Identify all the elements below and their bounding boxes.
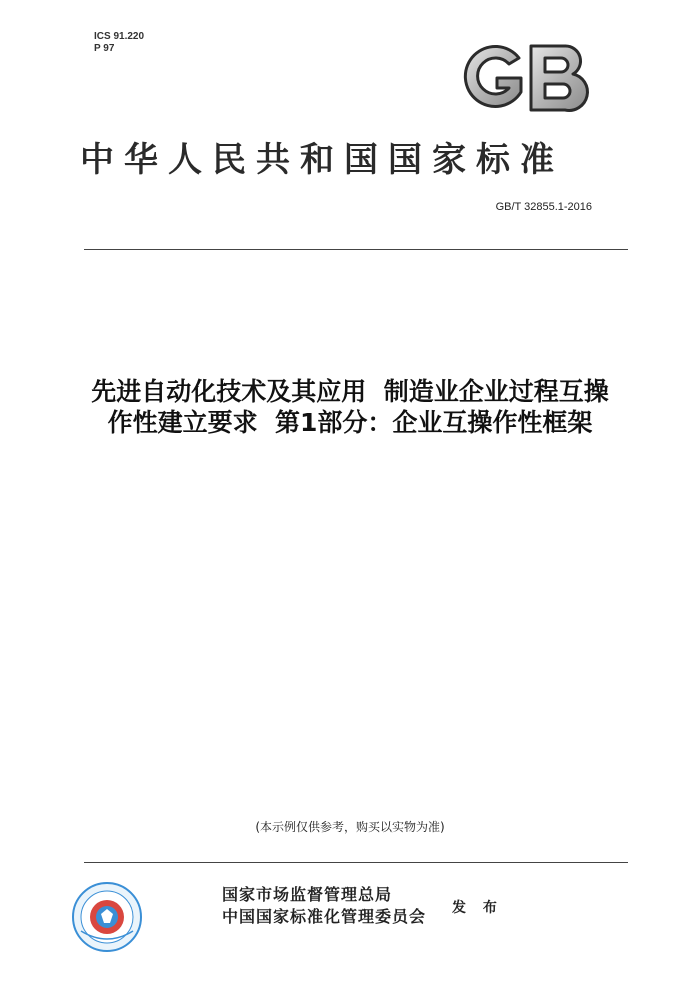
document-title xyxy=(20,376,680,438)
standard-number: GB/T 32855.1-2016 xyxy=(495,201,592,213)
document-title-line-2: 作性建立要求 第1部分：企业互操作性框架 xyxy=(107,408,593,437)
classification-codes xyxy=(94,31,144,55)
gb-logo-icon xyxy=(461,40,591,116)
ics-code: ICS 91.220 xyxy=(94,31,145,42)
footer-divider xyxy=(84,862,628,863)
standard-title: 中华人民共和国国家标准 xyxy=(80,140,564,180)
issuing-authorities xyxy=(222,884,426,928)
ccs-code: P 97 xyxy=(94,43,115,54)
issuer-sac: 中国国家标准化管理委员会 xyxy=(222,907,427,926)
certification-seal-icon xyxy=(71,881,143,953)
publish-label: 发 布 xyxy=(452,900,503,916)
sample-note: (本示例仅供参考，购买以实物为准) xyxy=(255,820,445,834)
document-title-line-1: 先进自动化技术及其应用 制造业企业过程互操 xyxy=(91,377,609,406)
header-divider xyxy=(84,249,628,250)
issuer-samr: 国家市场监督管理总局 xyxy=(222,885,393,904)
